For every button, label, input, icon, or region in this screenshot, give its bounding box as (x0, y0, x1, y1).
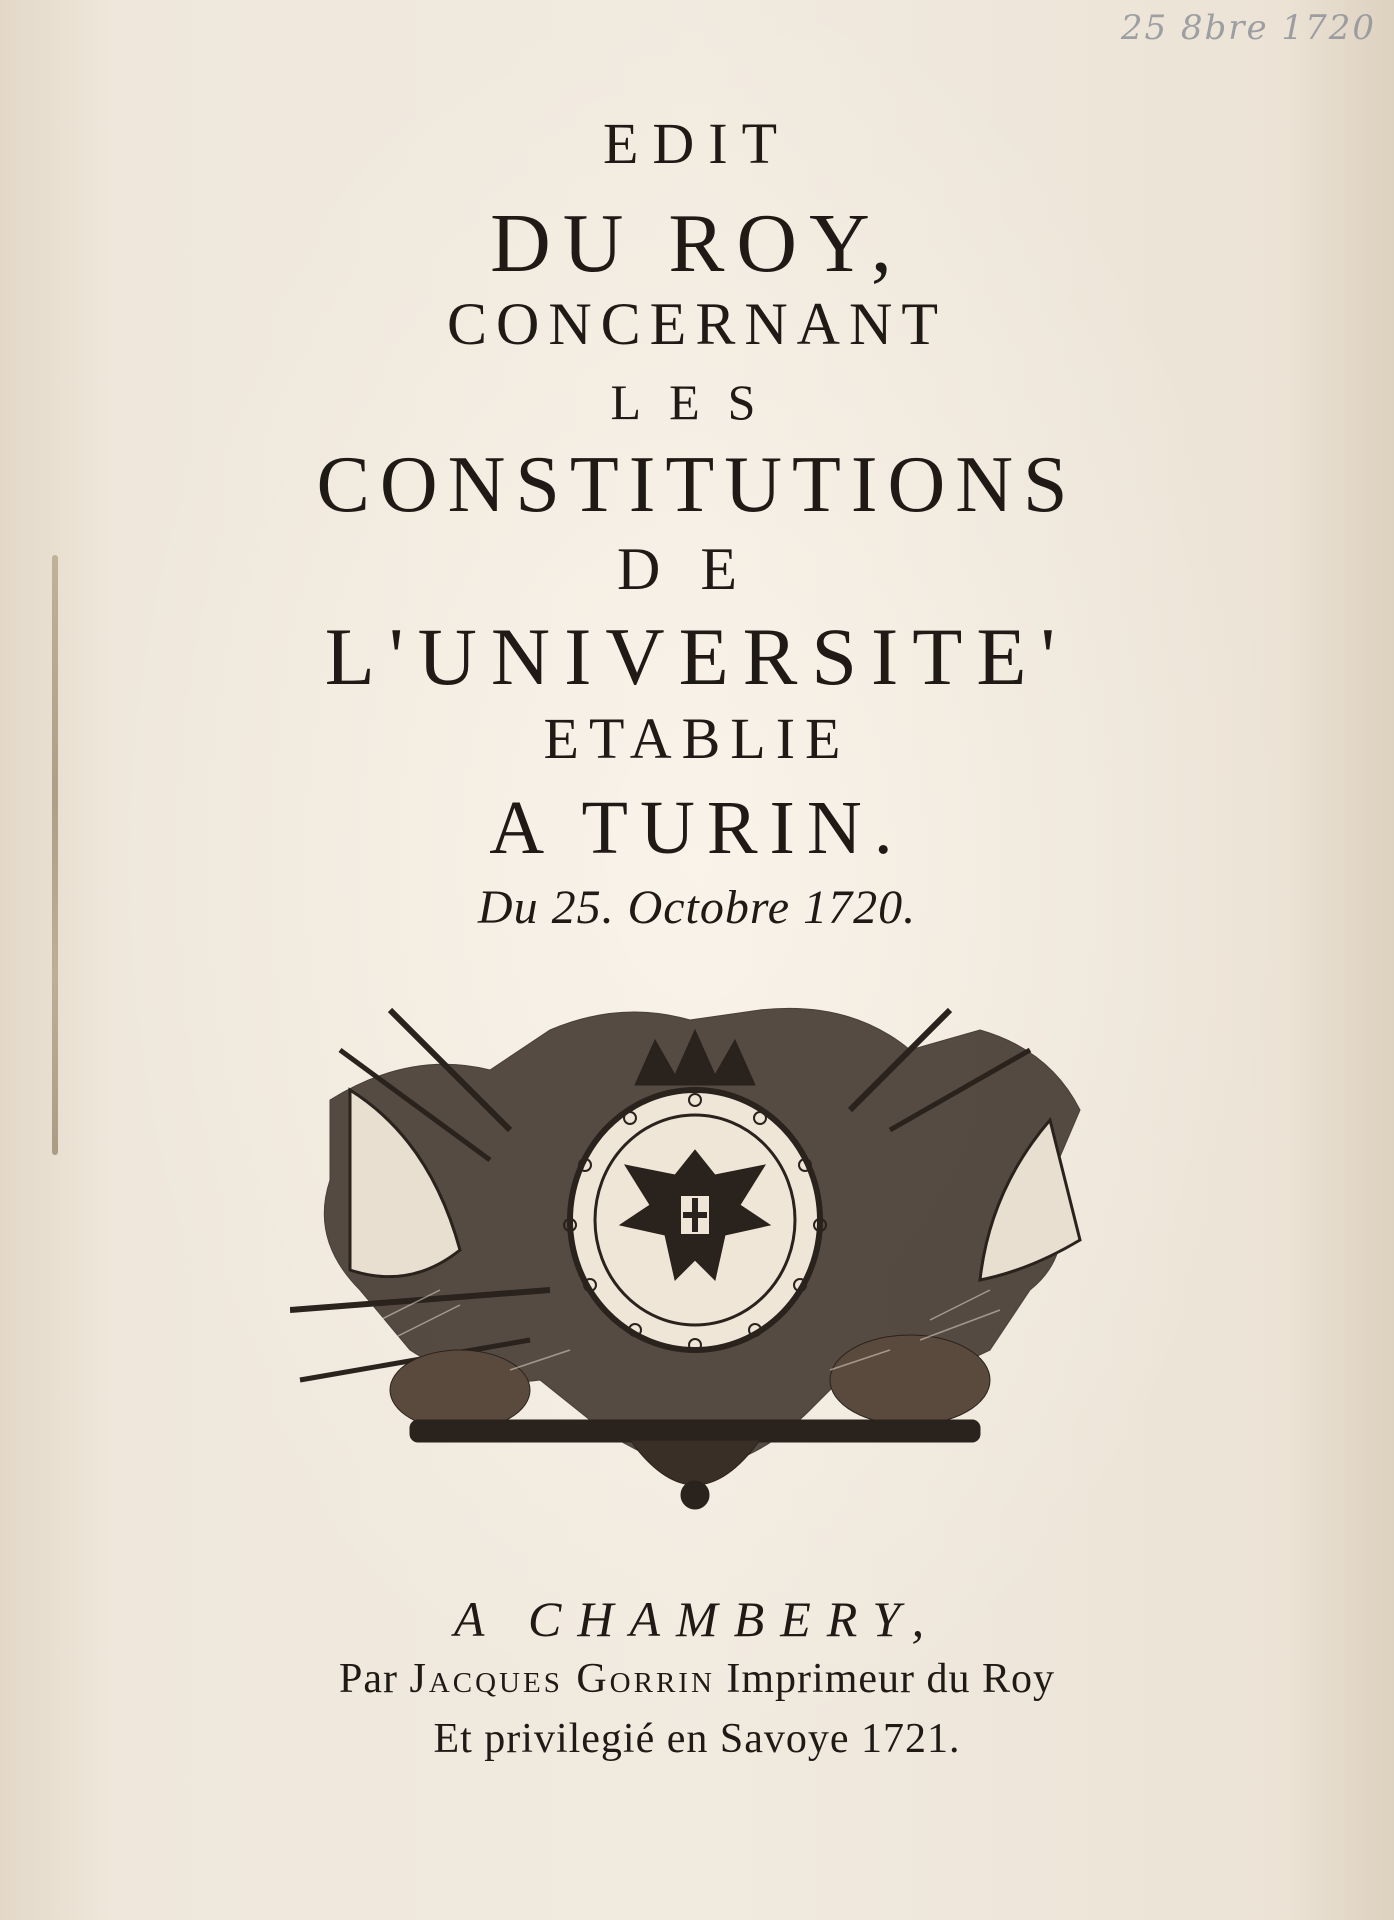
handwritten-margin-note: 25 8bre 1720 (1120, 8, 1376, 48)
title-line-de: DE (617, 536, 777, 602)
title-line-constitutions: CONSTITUTIONS (316, 441, 1078, 529)
title-line-universite: L'UNIVERSITE' (324, 611, 1070, 702)
imprint-place-line: Et privilegié en Savoye 1721. (433, 1716, 961, 1762)
title-line-edit: EDIT (602, 111, 792, 176)
imprint-city: A CHAMBERY, (453, 1591, 941, 1647)
imprint-printer-suffix: Imprimeur du Roy (726, 1656, 1056, 1702)
imprint-printer-prefix: Par (338, 1656, 398, 1702)
imprint-printer-name: Jacques Gorrin (409, 1656, 715, 1702)
title-line-concernant: CONCERNANT (446, 291, 947, 357)
title-date-line: Du 25. Octobre 1720. (477, 881, 917, 934)
title-line-a-turin: A TURIN. (489, 786, 905, 870)
imprint-printer-line (0, 1655, 1394, 1703)
title-line-etablie: ETABLIE (543, 706, 851, 771)
title-line-du-roy: DU ROY, (490, 197, 904, 290)
woodcut-coat-of-arms-ornament (290, 990, 1100, 1520)
title-line-les: LES (610, 374, 784, 430)
